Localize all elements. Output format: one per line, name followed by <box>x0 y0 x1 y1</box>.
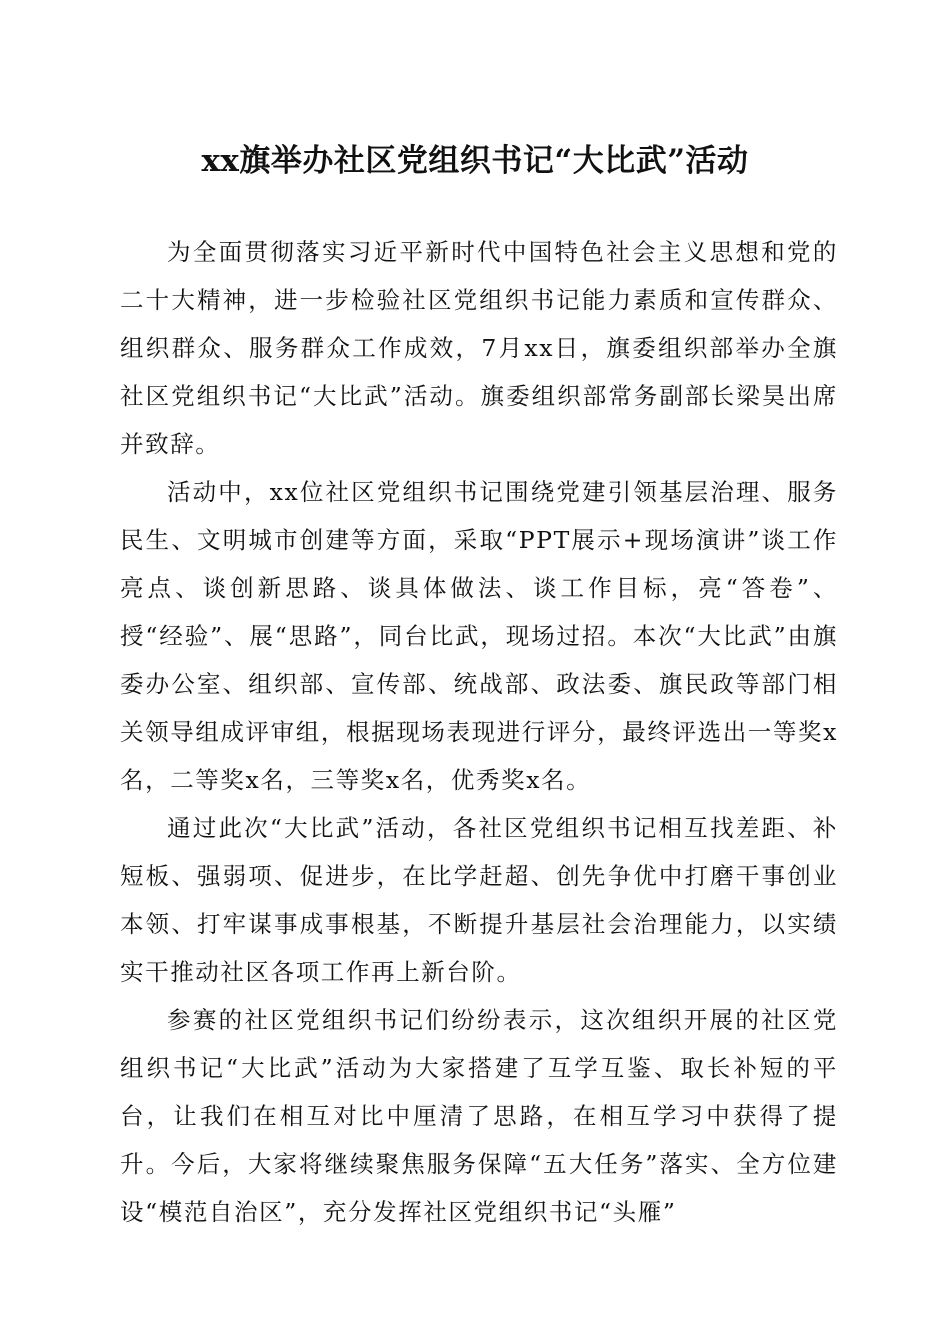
paragraph-outcome: 通过此次“大比武”活动，各社区党组织书记相互找差距、补短板、强弱项、促进步，在比学赶超、创先争优中打磨干事创业本领、打牢谋事成事根基，不断提升基层社会治理能力，以实绩实干推动社区各项工作再上新台阶。 <box>120 814 838 986</box>
paragraph-activity: 活动中，xx位社区党组织书记围绕党建引领基层治理、服务民生、文明城市创建等方面，采取“PPT展示+现场演讲”谈工作亮点、谈创新思路、谈具体做法、谈工作目标，亮“答卷”、授“经验”、展“思路”，同台比武，现场过招。本次“大比武”由旗委办公室、组织部、宣传部、统战部、政法委、旗民政等部门相关领导组成评审组，根据现场表现进行评分，最终评选出一等奖x名，二等奖x名，三等奖x名，优秀奖x名。 <box>120 478 838 794</box>
document-body <box>120 228 838 1236</box>
paragraph-intro: 为全面贯彻落实习近平新时代中国特色社会主义思想和党的二十大精神，进一步检验社区党组织书记能力素质和宣传群众、组织群众、服务群众工作成效，7月xx日，旗委组织部举办全旗社区党组织书记“大比武”活动。旗委组织部常务副部长梁昊出席并致辞。 <box>120 238 838 458</box>
document-title: xx旗举办社区党组织书记“大比武”活动 <box>201 143 749 179</box>
paragraph-feedback: 参赛的社区党组织书记们纷纷表示，这次组织开展的社区党组织书记“大比武”活动为大家搭建了互学互鉴、取长补短的平台，让我们在相互对比中厘清了思路，在相互学习中获得了提升。今后，大家将继续聚焦服务保障“五大任务”落实、全方位建设“模范自治区”，充分发挥社区党组织书记“头雁” <box>120 1006 838 1226</box>
